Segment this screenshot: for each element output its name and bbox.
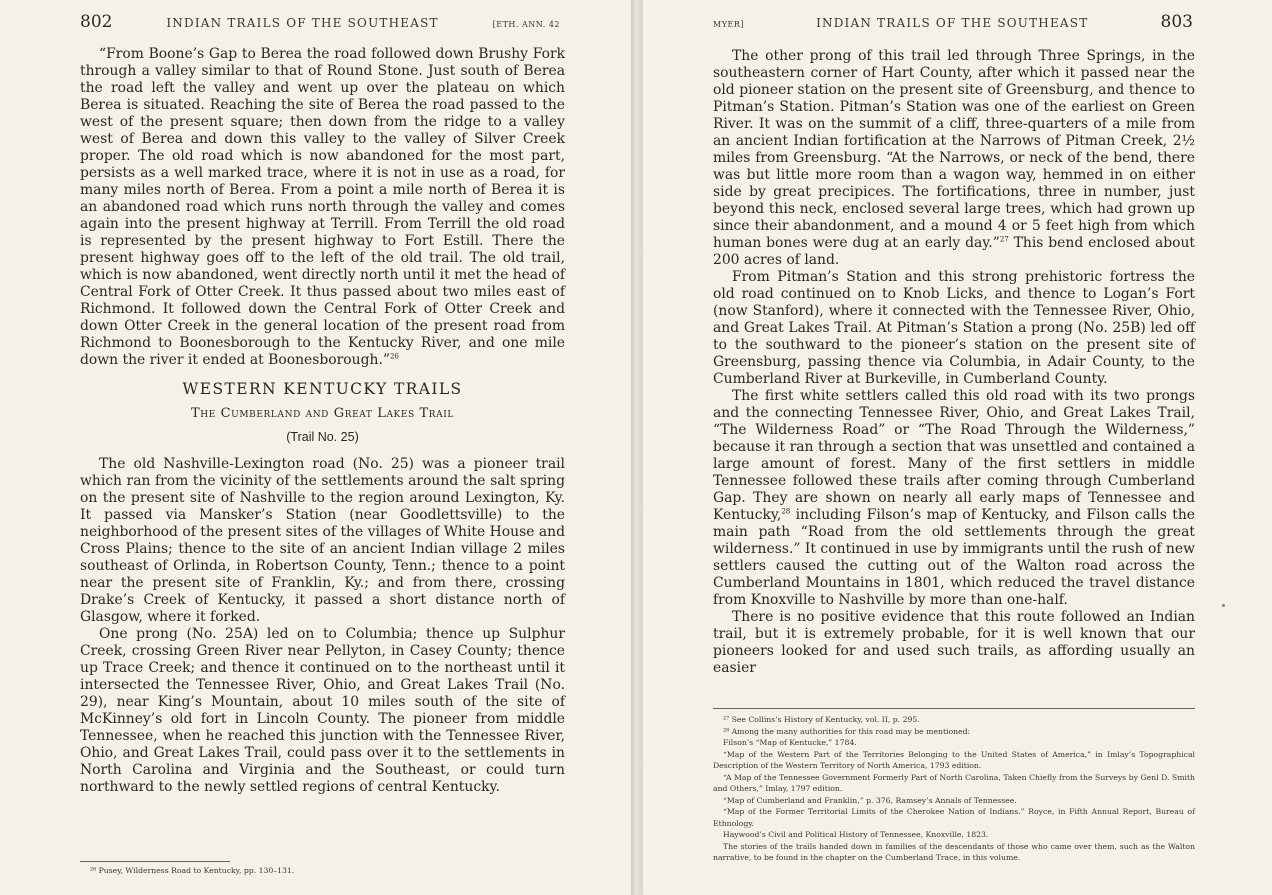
paragraph-text: The other prong of this trail led through Three Springs, in the southeastern corner of Hart County, after which it passed near the old pioneer station on the present site of Greensburg, and thence to Pitman’s Station. Pitman’s Station was one of the earliest on Green River. It was on the summit of a cliff, three-quarters of a mile from an ancient Indian fortification at the Narrows of Pitman Creek, 2½ miles from Greensburg. “At the Narrows, or neck of the bend, there was but little more room than a wagon way, hemmed in on either side by great precipices. The fortifications, three in number, just beyond this neck, enclosed several large trees, which had grown up since their abandonment, and a mound 4 or 5 feet high from which human bones were dug at an early day.” xyxy=(713,48,1195,251)
book-gutter xyxy=(631,0,643,895)
subheading: The Cumberland and Great Lakes Trail xyxy=(190,406,455,421)
footnote-ref: 26 xyxy=(389,352,399,361)
right-page xyxy=(643,0,1265,895)
footnote: “Map of the Western Part of the Territories Belonging to the United States of America,” in Imlay’s Topographical Description of the Western Territory of North America, 1793 edition. xyxy=(713,749,1195,770)
left-page-header xyxy=(80,12,560,36)
footnote-ref: 27 xyxy=(999,235,1009,244)
footnote: Haywood’s Civil and Political History of Tennessee, Knoxville, 1823. xyxy=(723,830,989,839)
footnotes xyxy=(713,714,1195,864)
trail-number: (Trail No. 25) xyxy=(286,430,359,444)
footnote-ref: 28 xyxy=(781,507,791,516)
footnote: ²⁸ Among the many authorities for this road may be mentioned: xyxy=(723,726,971,736)
right-page-body xyxy=(713,48,1195,677)
footnote: “A Map of the Tennessee Government Formerly Part of North Carolina, Taken Chiefly from the Surveys by Genl D. Smith and Others,” Imlay, 1797 edition. xyxy=(713,772,1195,793)
left-page xyxy=(0,0,631,895)
running-title: INDIAN TRAILS OF THE SOUTHEAST xyxy=(816,16,1089,30)
footnote-rule xyxy=(80,861,230,862)
footnote: ²⁷ See Collins’s History of Kentucky, vol. II, p. 295. xyxy=(723,715,920,724)
paragraph: There is no positive evidence that this route followed an Indian trail, but it is extremely probable, for it is well known that our pioneers looked for and used such trails, as affording usually an easier xyxy=(713,609,1195,676)
footnote: “Map of the Former Territorial Limits of the Cherokee Nation of Indians.” Royce, in Fifth Annual Report, Bureau of Ethnology. xyxy=(713,807,1195,828)
paragraph: From Pitman’s Station and this strong prehistoric fortress the old road continued on to Knob Licks, and thence to Logan’s Fort (now Stanford), where it connected with the Tennessee River, Ohio, and Great Lakes Trail. At Pitman’s Station a prong (No. 25B) led off to the southward to the pioneer’s station on the present site of Greensburg, passing thence via Columbia, in Adair County, to the Cumberland River at Burkeville, in Cumberland County. xyxy=(713,269,1195,387)
paragraph xyxy=(713,48,1195,269)
paragraph xyxy=(80,46,565,369)
footnote: Filson’s “Map of Kentucke,” 1784. xyxy=(723,738,857,747)
footnotes xyxy=(80,865,565,877)
section-heading: WESTERN KENTUCKY TRAILS xyxy=(182,380,463,398)
page-number: 803 xyxy=(1160,12,1193,32)
page-number: 802 xyxy=(80,12,113,32)
paragraph-text: including Filson’s map of Kentucky, and Filson calls the main path “Road from the old settlements through the great wilderness.” It continued in use by immigrants until the rush of new settlers caused the cutting out of the Walton road across the Cumberland Mountains in 1801, which reduced the travel distance from Knoxville to Nashville by more than one-half. xyxy=(713,507,1195,608)
footnote-rule xyxy=(713,708,1195,709)
paragraph-text: “From Boone’s Gap to Berea the road followed down Brushy Fork through a valley similar to that of Round Stone. Just south of Berea the road left the valley and went up over the plateau on which Berea is situated. Reaching the site of Berea the road passed to the west of the present square; then down from the ridge to a valley west of Berea and down this valley to the valley of Silver Creek proper. The old road which is now abandoned for the most part, persists as a well marked trace, where it is not in use as a road, for many miles north of Berea. From a point a mile north of Berea it is an abandoned road which runs north through the valley and comes again into the present highway at Terrill. From Terrill the old road is represented by the present highway to Fort Estill. There the present highway goes off to the left of the old trail. The old trail, which is now abandoned, went directly north until it met the head of Central Fork of Otter Creek. It thus passed about two miles east of Richmond. It followed down the Central Fork of Otter Creek and down Otter Creek in the general location of the present road from Richmond to Boonesborough to the Kentucky River, and one mile down the river it ended at Boonesborough.” xyxy=(80,46,565,368)
footnote: ²⁶ Pusey, Wilderness Road to Kentucky, pp. 130–131. xyxy=(90,866,295,875)
right-page-header xyxy=(713,12,1193,36)
running-title: INDIAN TRAILS OF THE SOUTHEAST xyxy=(166,16,439,30)
footnote: “Map of Cumberland and Franklin,” p. 376, Ramsey’s Annals of Tennessee. xyxy=(723,795,1017,805)
paragraph: One prong (No. 25A) led on to Columbia; thence up Sulphur Creek, crossing Green River near Pellyton, in Casey County; thence up Trace Creek; and thence it continued on to the northeast until it intersected the Tennessee River, Ohio, and Great Lakes Trail (No. 29), near King’s Mountain, about 10 miles south of the site of McKinney’s old fort in Lincoln County. The pioneer from middle Tennessee, when he reached this junction with the Tennessee River, Ohio, and Great Lakes Trail, could pass over it to the settlements in North Carolina and Virginia and the Southeast, or could turn northward to the newly settled regions of central Kentucky. xyxy=(80,626,565,795)
paper-speck xyxy=(1222,604,1225,607)
paragraph-text: This bend enclosed about 200 acres of land. xyxy=(713,235,1196,268)
paragraph xyxy=(713,388,1195,609)
annual-reference: [ETH. ANN. 42 xyxy=(492,20,560,29)
paragraph-text: The first white settlers called this old road with its two prongs and the connecting Tennessee River, Ohio, and Great Lakes Trail, “The Wilderness Road” or “The Road Through the Wilderness,” because it ran through a section that was unsettled and contained a large amount of forest. Many of the first settlers in middle Tennessee followed these trails after coming through Cumberland Gap. They are shown on nearly all early maps of Tennessee and Kentucky, xyxy=(713,388,1195,523)
page-edge xyxy=(1265,0,1272,895)
left-page-body xyxy=(80,46,565,796)
footnote: The stories of the trails handed down in families of the descendants of those who came over them, such as the Walton narrative, to be found in the chapter on the Cumberland Trace, in this volume. xyxy=(713,841,1195,862)
author-reference: MYER] xyxy=(713,20,744,29)
paragraph: The old Nashville-Lexington road (No. 25) was a pioneer trail which ran from the vicinity of the settlements around the salt spring on the present site of Nashville to the region around Lexington, Ky. It passed via Mansker’s Station (near Goodlettsville) to the neighborhood of the present sites of the villages of White House and Cross Plains; thence to the site of an ancient Indian village 2 miles southeast of Orlinda, in Robertson County, Tenn.; thence to a point near the present site of Franklin, Ky.; and from there, crossing Drake’s Creek of Kentucky, it passed a short distance north of Glasgow, where it forked. xyxy=(80,456,565,625)
